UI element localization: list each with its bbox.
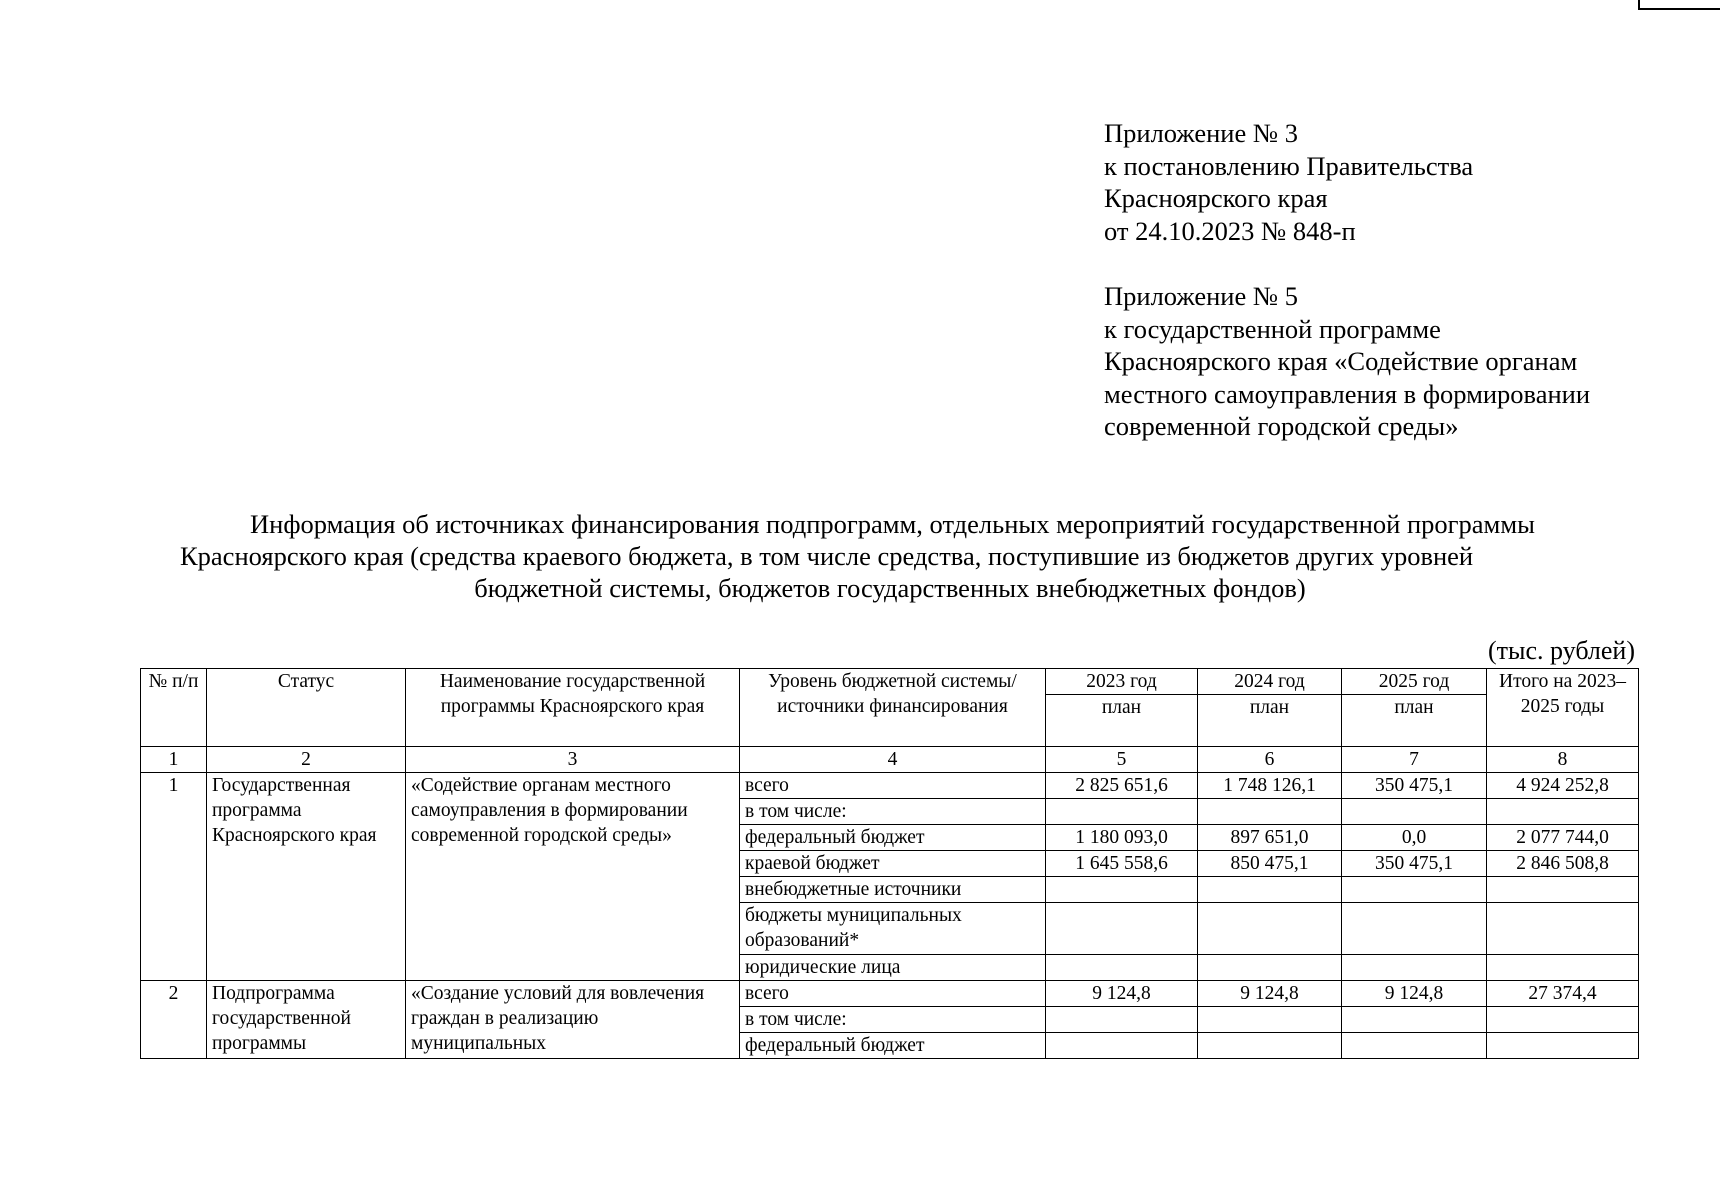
value-2023: 2 825 651,6 <box>1046 773 1198 799</box>
funding-source: всего <box>740 773 1046 799</box>
header-num: № п/п <box>141 669 207 747</box>
appendix-line: Красноярского края <box>1104 183 1328 213</box>
column-number: 5 <box>1046 747 1198 773</box>
value-total: 2 846 508,8 <box>1487 851 1639 877</box>
funding-source: федеральный бюджет <box>740 825 1046 851</box>
value-2025 <box>1342 877 1487 903</box>
appendix-line: от 24.10.2023 № 848-п <box>1104 215 1356 246</box>
value-2025 <box>1342 1007 1487 1033</box>
column-number: 3 <box>406 747 740 773</box>
funding-source: юридические лица <box>740 955 1046 981</box>
value-2024 <box>1198 1007 1342 1033</box>
value-2025 <box>1342 903 1487 955</box>
column-number: 2 <box>207 747 406 773</box>
value-total <box>1487 903 1639 955</box>
value-2024 <box>1198 799 1342 825</box>
value-2023 <box>1046 1007 1198 1033</box>
value-2025: 9 124,8 <box>1342 981 1487 1007</box>
appendix-line: к постановлению Правительства <box>1104 150 1474 181</box>
row-program-name: «Создание условий для вовлечения граждан в реализацию муниципальных <box>406 981 740 1059</box>
value-total <box>1487 799 1639 825</box>
appendix-line: к государственной программе <box>1104 313 1441 344</box>
units-label: (тыс. рублей) <box>1487 636 1635 665</box>
appendix-header-decree <box>1104 117 1473 247</box>
header-year-2024: 2024 год <box>1198 669 1342 695</box>
value-2023 <box>1046 877 1198 903</box>
table-row <box>141 773 1639 799</box>
value-2025: 350 475,1 <box>1342 773 1487 799</box>
funding-source: бюджеты муниципальных образований* <box>740 903 1046 955</box>
header-plan: план <box>1046 695 1198 747</box>
value-total <box>1487 955 1639 981</box>
row-number: 2 <box>141 981 207 1059</box>
appendix-header-program <box>1104 280 1590 443</box>
value-total <box>1487 1007 1639 1033</box>
value-2023 <box>1046 799 1198 825</box>
appendix-line: Красноярского края «Содействие органам <box>1104 346 1578 376</box>
value-2023: 9 124,8 <box>1046 981 1198 1007</box>
header-row <box>141 669 1639 695</box>
header-plan: план <box>1342 695 1487 747</box>
page-corner-mark <box>1638 0 1720 10</box>
value-total <box>1487 877 1639 903</box>
row-status: Государственная программа Красноярского края <box>207 773 406 981</box>
value-2025 <box>1342 955 1487 981</box>
appendix-line: Приложение № 5 <box>1104 281 1299 311</box>
header-plan: план <box>1198 695 1342 747</box>
funding-source: всего <box>740 981 1046 1007</box>
row-number: 1 <box>141 773 207 981</box>
funding-source: краевой бюджет <box>740 851 1046 877</box>
value-total: 4 924 252,8 <box>1487 773 1639 799</box>
header-level: Уровень бюджетной системы/источники финансирования <box>740 669 1046 747</box>
value-2024 <box>1198 877 1342 903</box>
appendix-line: современной городской среды» <box>1104 411 1459 441</box>
funding-source: федеральный бюджет <box>740 1033 1046 1059</box>
value-2023 <box>1046 903 1198 955</box>
value-2023 <box>1046 955 1198 981</box>
column-number: 6 <box>1198 747 1342 773</box>
value-total: 2 077 744,0 <box>1487 825 1639 851</box>
funding-source: в том числе: <box>740 799 1046 825</box>
value-2023: 1 645 558,6 <box>1046 851 1198 877</box>
title-line: Информация об источниках финансирования подпрограмм, отдельных мероприятий государственной программы <box>250 509 1535 539</box>
value-2025 <box>1342 799 1487 825</box>
column-number: 8 <box>1487 747 1639 773</box>
column-number: 4 <box>740 747 1046 773</box>
header-total: Итого на 2023–2025 годы <box>1487 669 1639 747</box>
document-title <box>180 508 1600 604</box>
value-2025 <box>1342 1033 1487 1059</box>
header-year-2025: 2025 год <box>1342 669 1487 695</box>
value-2024: 850 475,1 <box>1198 851 1342 877</box>
value-total <box>1487 1033 1639 1059</box>
value-2024: 9 124,8 <box>1198 981 1342 1007</box>
appendix-line: Приложение № 3 <box>1104 118 1299 148</box>
title-line: Красноярского края (средства краевого бюджета, в том числе средства, поступившие из бюджетов других уровней <box>180 541 1474 571</box>
funding-source: в том числе: <box>740 1007 1046 1033</box>
value-2025: 0,0 <box>1342 825 1487 851</box>
value-2024: 897 651,0 <box>1198 825 1342 851</box>
value-2025: 350 475,1 <box>1342 851 1487 877</box>
funding-source: внебюджетные источники <box>740 877 1046 903</box>
row-program-name: «Содействие органам местного самоуправления в формировании современной городской среды» <box>406 773 740 981</box>
header-name: Наименование государственной программы Красноярского края <box>406 669 740 747</box>
column-number-row <box>141 747 1639 773</box>
value-2023 <box>1046 1033 1198 1059</box>
value-2024 <box>1198 903 1342 955</box>
header-year-2023: 2023 год <box>1046 669 1198 695</box>
value-2024: 1 748 126,1 <box>1198 773 1342 799</box>
table-row <box>141 981 1639 1007</box>
row-status: Подпрограмма государственной программы <box>207 981 406 1059</box>
value-2023: 1 180 093,0 <box>1046 825 1198 851</box>
column-number: 1 <box>141 747 207 773</box>
value-total: 27 374,4 <box>1487 981 1639 1007</box>
financing-table <box>140 668 1639 1059</box>
appendix-line: местного самоуправления в формировании <box>1104 378 1591 409</box>
title-line: бюджетной системы, бюджетов государственных внебюджетных фондов) <box>474 573 1306 603</box>
header-status: Статус <box>207 669 406 747</box>
column-number: 7 <box>1342 747 1487 773</box>
value-2024 <box>1198 955 1342 981</box>
value-2024 <box>1198 1033 1342 1059</box>
